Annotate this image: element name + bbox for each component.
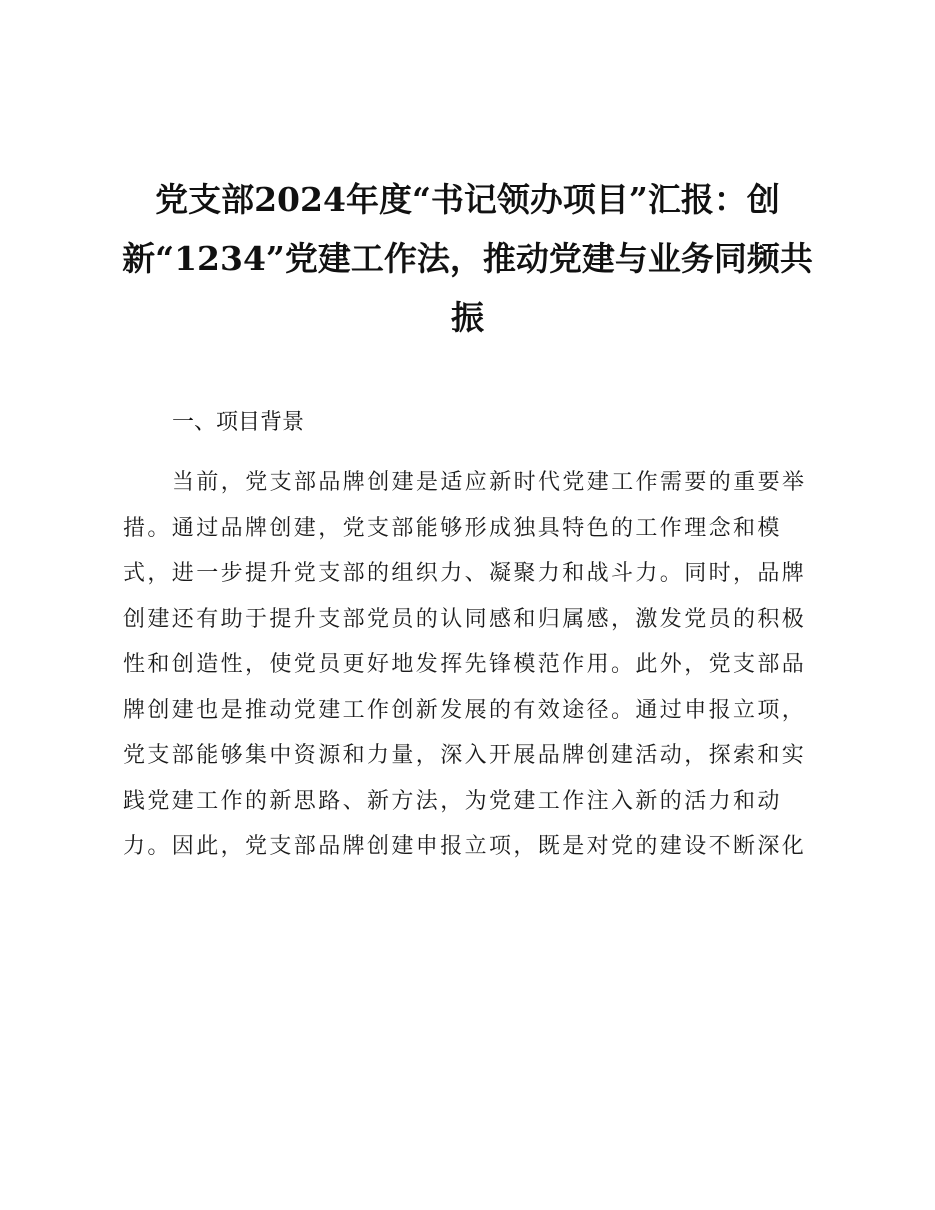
body-paragraph [123, 460, 805, 870]
paragraph-line: 创建还有助于提升支部党员的认同感和归属感，激发党员的积极 [123, 606, 807, 632]
paragraph-line: 牌创建也是推动党建工作创新发展的有效途径。通过申报立项， [123, 697, 807, 723]
paragraph-line: 措。通过品牌创建，党支部能够形成独具特色的工作理念和模 [123, 515, 782, 541]
paragraph-line: 性和创造性，使党员更好地发挥先锋模范作用。此外，党支部品 [123, 652, 807, 677]
document-title: 党支部2024年度“书记领办项目”汇报：创新“1234”党建工作法，推动党建与业务同频共振 [122, 180, 813, 337]
paragraph-line: 党支部能够集中资源和力量，深入开展品牌创建活动，探索和实 [123, 743, 807, 768]
paragraph-line: 践党建工作的新思路、新方法，为党建工作注入新的活力和动 [123, 788, 782, 814]
paragraph-line: 力。因此，党支部品牌创建申报立项，既是对党的建设不断深化 [123, 834, 807, 859]
section-heading: 一、项目背景 [172, 410, 305, 435]
paragraph-line: 式，进一步提升党支部的组织力、凝聚力和战斗力。同时，品牌 [123, 561, 807, 586]
paragraph-line: 当前，党支部品牌创建是适应新时代党建工作需要的重要举 [172, 470, 807, 495]
